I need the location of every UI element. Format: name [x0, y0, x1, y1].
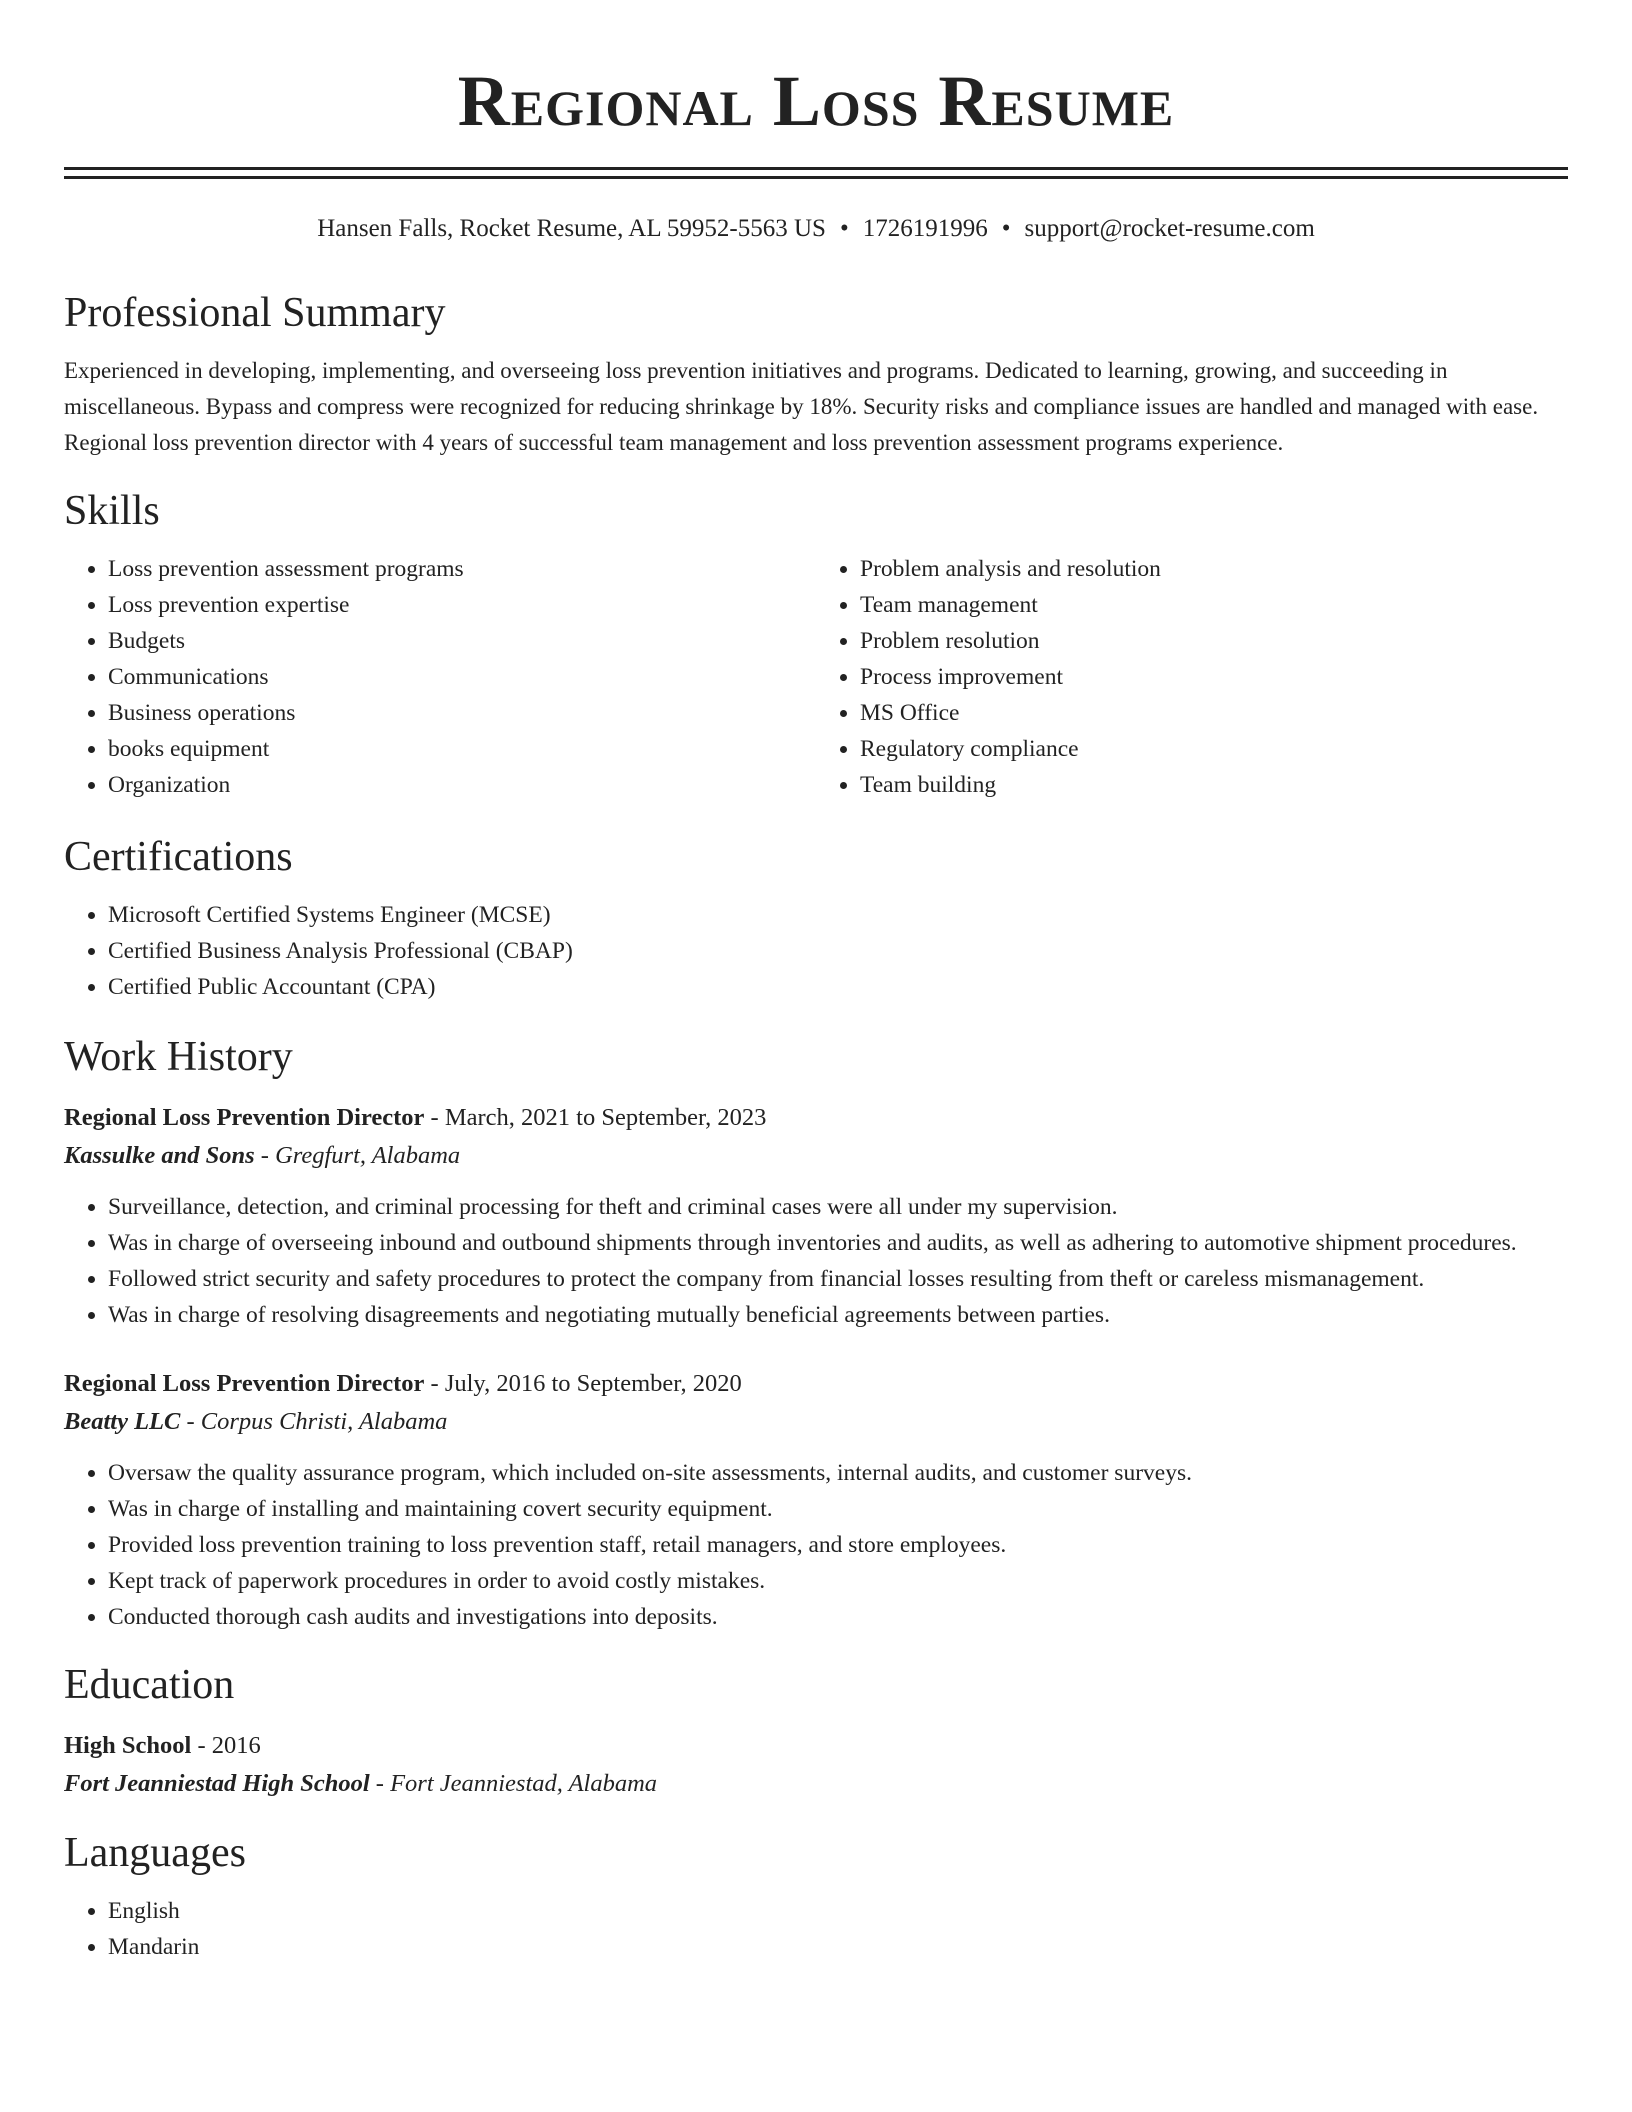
employer-line	[64, 1137, 1568, 1175]
skill-item: • Budgets	[108, 623, 816, 659]
job-duty: • Was in charge of overseeing inbound and outbound shipments through inventories and audits, as well as adhering to automotive shipment procedures.	[108, 1225, 1568, 1261]
language-item: • English	[108, 1893, 1568, 1929]
job-entry	[64, 1365, 1568, 1635]
dash-separator: -	[180, 1408, 201, 1435]
education-degree-line	[64, 1727, 1568, 1765]
education-school: Fort Jeanniestad High School	[64, 1770, 370, 1797]
contact-phone: 1726191996	[862, 215, 988, 242]
dash-separator: -	[424, 1370, 445, 1397]
job-location: Gregfurt, Alabama	[275, 1142, 461, 1169]
skill-item: • MS Office	[860, 695, 1568, 731]
section-heading-education: Education	[64, 1662, 235, 1708]
job-entry	[64, 1099, 1568, 1333]
job-duties-list	[64, 1189, 1568, 1333]
dash-separator: -	[369, 1770, 391, 1797]
skill-item: • Process improvement	[860, 659, 1568, 695]
resume-title: Regional Loss Resume	[457, 61, 1175, 141]
skill-item: • Loss prevention expertise	[108, 587, 816, 623]
job-duty: • Conducted thorough cash audits and investigations into deposits.	[108, 1599, 1568, 1635]
job-duties-list	[64, 1455, 1568, 1635]
education-school-line	[64, 1765, 1568, 1803]
skill-item: • Regulatory compliance	[860, 731, 1568, 767]
education-degree: High School	[64, 1732, 192, 1759]
section-heading-certifications: Certifications	[64, 834, 293, 880]
job-duty: • Was in charge of installing and maintaining covert security equipment.	[108, 1491, 1568, 1527]
skills-list	[64, 551, 1568, 803]
job-duty: • Followed strict security and safety procedures to protect the company from financial losses resulting from theft or careless mismanagement.	[108, 1261, 1568, 1297]
section-heading-skills: Skills	[64, 488, 160, 534]
job-title-line	[64, 1099, 1568, 1137]
job-role: Regional Loss Prevention Director	[64, 1370, 425, 1397]
job-company: Beatty LLC	[64, 1408, 181, 1435]
job-duty: • Surveillance, detection, and criminal processing for theft and criminal cases were all under my supervision.	[108, 1189, 1568, 1225]
section-heading-work-history: Work History	[64, 1034, 293, 1080]
job-company: Kassulke and Sons	[64, 1142, 255, 1169]
section-heading-languages: Languages	[64, 1830, 246, 1876]
job-dates: March, 2021 to September, 2023	[444, 1104, 767, 1131]
skill-item: • Problem resolution	[860, 623, 1568, 659]
job-duty: • Oversaw the quality assurance program, which included on-site assessments, internal audits, and customer surveys.	[108, 1455, 1568, 1491]
skill-item: • Business operations	[108, 695, 816, 731]
contact-separator: •	[1001, 215, 1011, 242]
skill-item: • Team management	[860, 587, 1568, 623]
skill-item: • books equipment	[108, 731, 816, 767]
job-duty: • Was in charge of resolving disagreements and negotiating mutually beneficial agreements between parties.	[108, 1297, 1568, 1333]
dash-separator: -	[254, 1142, 276, 1169]
contact-address: Hansen Falls, Rocket Resume, AL 59952-5563 US	[317, 215, 826, 242]
certification-item: • Certified Public Accountant (CPA)	[108, 969, 1568, 1005]
skill-item: • Loss prevention assessment programs	[108, 551, 816, 587]
certifications-list	[64, 897, 1568, 1005]
contact-separator: •	[839, 215, 849, 242]
title-divider-top	[64, 167, 1568, 170]
job-duty: • Provided loss prevention training to loss prevention staff, retail managers, and store employees.	[108, 1527, 1568, 1563]
dash-separator: -	[424, 1104, 445, 1131]
job-duty: • Kept track of paperwork procedures in order to avoid costly mistakes.	[108, 1563, 1568, 1599]
languages-list	[64, 1893, 1568, 1965]
job-dates: July, 2016 to September, 2020	[444, 1370, 742, 1397]
skill-item: • Organization	[108, 767, 816, 803]
section-heading-summary: Professional Summary	[64, 290, 446, 336]
language-item: • Mandarin	[108, 1929, 1568, 1965]
job-role: Regional Loss Prevention Director	[64, 1104, 425, 1131]
contact-line	[64, 213, 1568, 245]
education-location: Fort Jeanniestad, Alabama	[390, 1770, 658, 1797]
job-title-line	[64, 1365, 1568, 1403]
employer-line	[64, 1403, 1568, 1441]
dash-separator: -	[191, 1732, 212, 1759]
skill-item: • Team building	[860, 767, 1568, 803]
title-divider-bottom	[64, 176, 1568, 179]
skill-item: • Communications	[108, 659, 816, 695]
summary-text: Experienced in developing, implementing, and overseeing loss prevention initiatives and programs. Dedicated to learning, growing, and succeeding in miscellaneous. Bypass and compress were recognized for reducing shrinkage by 18%. Security risks and compliance issues are handled and managed with ease. Regional loss prevention director with 4 years of successful team management and loss prevention assessment programs experience.	[64, 358, 1539, 455]
education-year: 2016	[211, 1732, 261, 1759]
skills-column-right	[816, 551, 1568, 803]
certification-item: • Microsoft Certified Systems Engineer (MCSE)	[108, 897, 1568, 933]
skills-column-left	[64, 551, 816, 803]
job-location: Corpus Christi, Alabama	[200, 1408, 448, 1435]
skill-item: • Problem analysis and resolution	[860, 551, 1568, 587]
contact-email: support@rocket-resume.com	[1024, 215, 1315, 242]
certification-item: • Certified Business Analysis Professional (CBAP)	[108, 933, 1568, 969]
